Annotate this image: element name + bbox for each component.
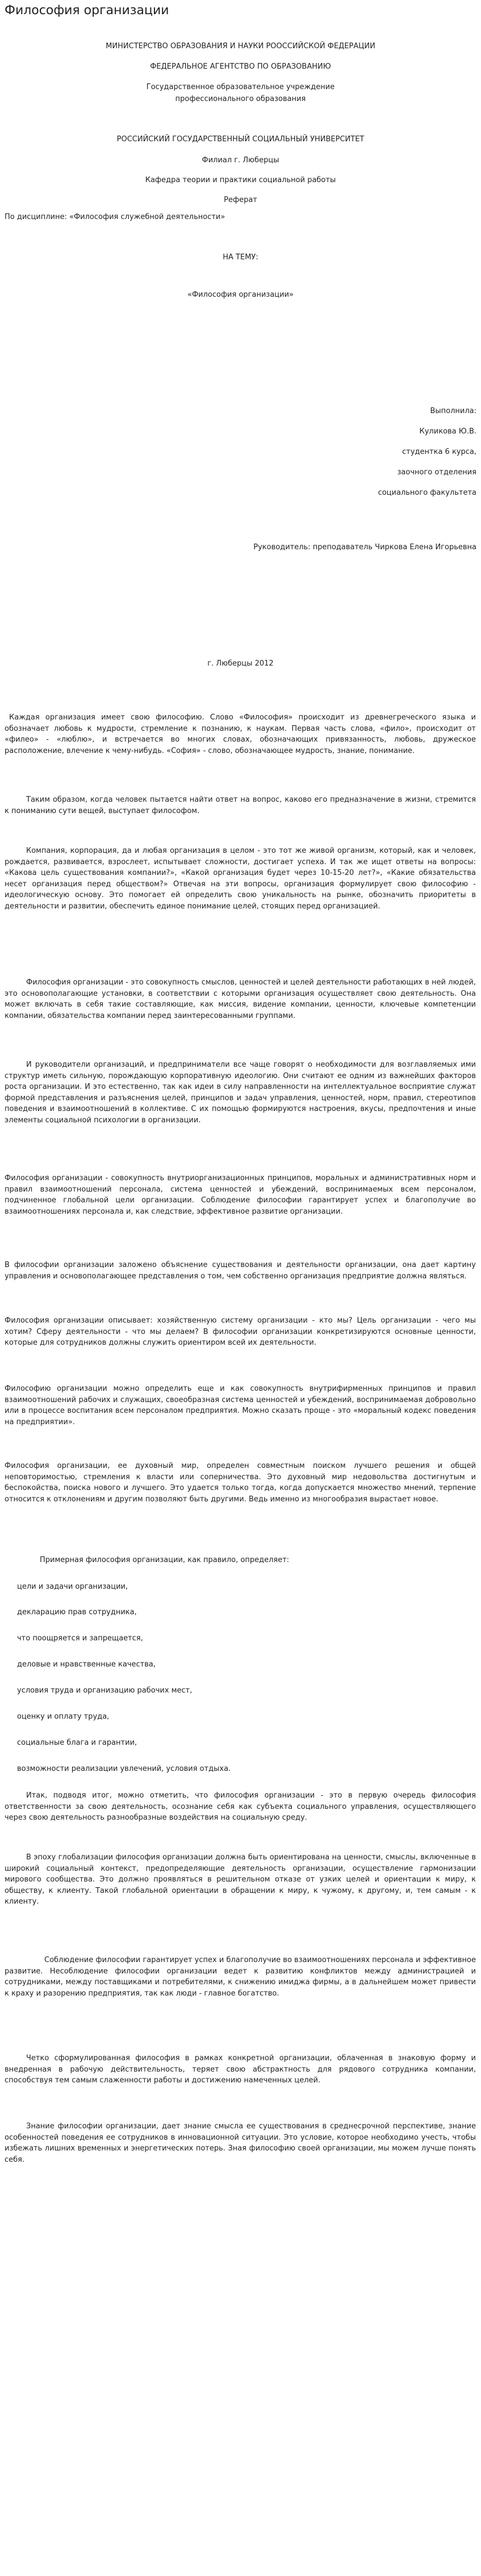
author-faculty: социального факультета bbox=[378, 489, 476, 497]
paragraph-1: Каждая организация имеет свою философию. Слово «Философия» происходит из древнегреческого языка и обозначает любовь к мудрости, стремление к познанию, к наукам. Первая часть слова, «фило», происходит от «филео» - «люблю», и встречается во многих словах, обозначающих привязанность, любовь, дружеское расположение, влечение к чему-нибудь. «София» - слово, обозначающее мудрость, знание, понимание. bbox=[5, 713, 476, 755]
agency-line: ФЕДЕРАЛЬНОЕ АГЕНТСТВО ПО ОБРАЗОВАНИЮ bbox=[150, 62, 331, 71]
paragraph-13: Соблюдение философии гарантирует успех и благополучие во взаимоотношениях персонала и эффективное развитие. Несоблюдение философии организации ведет к развитию конфликтов между администрацией и сотрудниками, между поставщиками и потребителями, к снижению имиджа фирмы, а в дальнейшем может привести к краху и разорению предприятия, так как люди - главное богатство. bbox=[5, 1956, 476, 1998]
institution-type-line-2: профессионального образования bbox=[175, 95, 306, 103]
author-name: Куликова Ю.В. bbox=[419, 427, 476, 436]
list-item: социальные блага и гарантии, bbox=[17, 1739, 137, 1747]
paragraph-7: В философии организации заложено объяснение существования и деятельности организации, она дает картину управления и основополагающее представления о том, чем собственно организация предприятие должна являться. bbox=[5, 1261, 476, 1281]
city-year-line: г. Люберцы 2012 bbox=[207, 659, 274, 668]
paragraph-4: Философия организации - это совокупность смыслов, ценностей и целей деятельности работающих в ней людей, это основополагающие установки, в соответствии с которыми организация осуществляет свою деятельность. Она может включать в себя такие составляющие, как миссия, видение компании, ценности, ключевые компетенции компании, обязательства компании перед заинтересованными группами. bbox=[5, 978, 476, 1020]
department-line: Кафедра теории и практики социальной работы bbox=[145, 176, 336, 184]
doc-type-line: Реферат bbox=[224, 196, 257, 204]
paragraph-12: В эпоху глобализации философия организации должна быть ориентирована на ценности, смыслы, включенные в широкий социальный контекст, предопределяющие деятельность организации, осуществление гармонизации мирового сообщества. Это должно проявляться в решительном отказе от узких целей и ориентации к миру, к обществу, к клиенту. Такой глобальной ориентации в обращении к миру, к чужому, к другому, и, тем самым - к клиенту. bbox=[5, 1853, 476, 1906]
paragraph-11: Итак, подводя итог, можно отметить, что философия организации - это в первую очередь философия ответственности за свою деятельность, осознание себя как субъекта социального управления, осуществляющего через свою деятельность разнообразные воздействия на социальную среду. bbox=[5, 1791, 476, 1822]
discipline-line: По дисциплине: «Философия служебной деятельности» bbox=[5, 213, 225, 221]
list-intro: Примерная философия организации, как правило, определяет: bbox=[40, 1556, 290, 1564]
list-item: возможности реализации увлечений, условия отдыха. bbox=[17, 1765, 231, 1773]
topic-label: НА ТЕМУ: bbox=[223, 253, 258, 262]
paragraph-2: Таким образом, когда человек пытается найти ответ на вопрос, каково его предназначение в жизни, стремится к пониманию сути вещей, выступает философом. bbox=[5, 795, 476, 815]
list-item: цели и задачи организации, bbox=[17, 1582, 128, 1591]
paragraph-10: Философия организации, ее духовный мир, определен совместным поиском лучшего решения и общей неповторимостью, стремления к власти или соперничества. Это духовный мир недовольства достигнутым и беспокойства, поиска нового и лучшего. Это удается только тогда, когда допускается множество мнений, терпение относится к отклонениям и другим позволяют быть другими. Ведь именно из многообразия вырастает новое. bbox=[5, 1462, 476, 1504]
list-item: оценку и оплату труда, bbox=[17, 1712, 110, 1721]
paragraph-5: И руководители организаций, и предприниматели все чаще говорят о необходимости для возглавляемых ими структур иметь сильную, порождающую корпоративную идеологию. Они считают ее одним из важнейших факторов роста организации. И это естественно, так как идеи в силу направленности на интеллектуальное восприятие служат формой представления и разъяснения целей, принципов и задач управления, ценностей, норм, правил, стереотипов поведения и взаимоотношений в коллективе. С их помощью формируются настроения, вкусы, предпочтения и иные элементы социальной психологии в организации. bbox=[5, 1060, 476, 1125]
paragraph-8: Философия организации описывает: хозяйственную систему организации - кто мы? Цель организации - чего мы хотим? Сферу деятельности - что мы делаем? В философии организации конкретизируются основные ценности, которые для сотрудников должны служить ориентиром всей их деятельности. bbox=[5, 1316, 476, 1347]
paragraph-14: Четко сформулированная философия в рамках конкретной организации, облаченная в знаковую форму и внедренная в рабочую действительность, теряет свою абстрактность для рядового сотрудника компании, способствуя тем самым слаженности работы и достижению намеченных целей. bbox=[5, 2054, 476, 2085]
list-item: что поощряется и запрещается, bbox=[17, 1634, 143, 1643]
list-item: деловые и нравственные качества, bbox=[17, 1660, 156, 1669]
list-item: условия труда и организацию рабочих мест, bbox=[17, 1686, 193, 1695]
supervisor-line: Руководитель: преподаватель Чиркова Елена Игорьевна bbox=[253, 543, 476, 552]
topic-line: «Философия организации» bbox=[187, 291, 294, 299]
paragraph-3: Компания, корпорация, да и любая организация в целом - это тот же живой организм, который, как и человек, рождается, развивается, взрослеет, испытывает сложности, достигает успеха. И так же ищет ответы на вопросы: «Какова цель существования компании?», «Какой организация будет через 10-15-20 лет?», «Какие обязательства несет организация перед обществом?» Отвечая на эти вопросы, организация формулирует свою философию - идеологическую основу. Это помогает ей определить свою уникальность на рынке, обозначить приоритеты в деятельности и развитии, обеспечить единое понимание целей, стоящих перед организацией. bbox=[5, 847, 476, 911]
list-item: декларацию прав сотрудника, bbox=[17, 1608, 137, 1617]
page-title: Философия организации bbox=[5, 3, 169, 18]
ministry-line: МИНИСТЕРСТВО ОБРАЗОВАНИЯ И НАУКИ РООССИЙСКОЙ ФЕДЕРАЦИИ bbox=[106, 42, 375, 50]
paragraph-9: Философию организации можно определить еще и как совокупность внутрифирменных принципов и правил взаимоотношений рабочих и служащих, своеобразная система ценностей и убеждений, воспринимаемая добровольно или в процессе воспитания всем персоналом предприятия. Можно сказать проще - это «моральный кодекс поведения на предприятии». bbox=[5, 1384, 476, 1426]
university-line: РОССИЙСКИЙ ГОСУДАРСТВЕННЫЙ СОЦИАЛЬНЫЙ УНИВЕРСИТЕТ bbox=[116, 135, 365, 144]
paragraph-15: Знание философии организации, дает знание смысла ее существования в среднесрочной перспективе, знание особенностей поведения ее сотрудников в инновационной ситуации. Это условие, которое необходимо учесть, чтобы избежать лишних временных и энергетических потерь. Зная философию своей организации, мы можем лучше понять себя. bbox=[5, 2122, 476, 2164]
paragraph-6: Философия организации - совокупность внутриорганизационных принципов, моральных и административных норм и правил взаимоотношений персонала, система ценностей и убеждений, воспринимаемых всем персоналом, подчиненное глобальной цели организации. Соблюдение философии гарантирует успех и благополучие во взаимоотношениях персонала и, как следствие, эффективное развитие организации. bbox=[5, 1174, 476, 1216]
author-completed: Выполнила: bbox=[430, 407, 476, 415]
author-course: студентка 6 курса, bbox=[402, 448, 476, 456]
institution-type-line-1: Государственное образовательное учреждение bbox=[146, 83, 335, 91]
author-department: заочного отделения bbox=[397, 468, 476, 477]
branch-line: Филиал г. Люберцы bbox=[202, 156, 279, 165]
